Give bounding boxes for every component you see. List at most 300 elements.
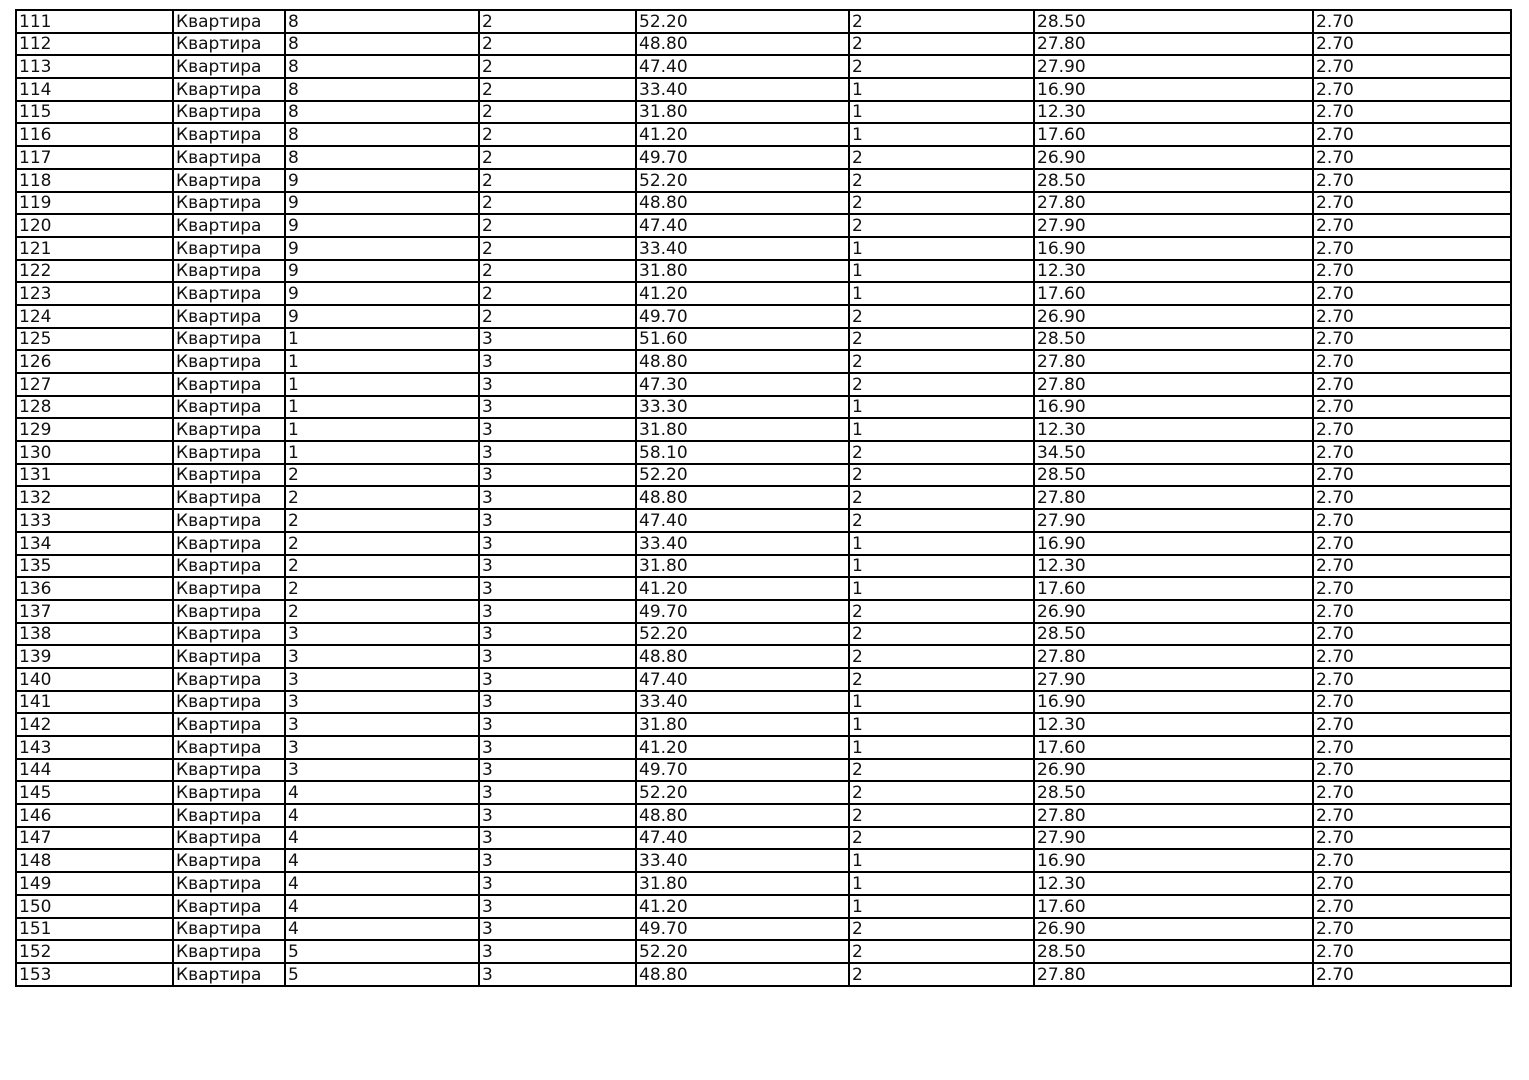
cell-floor: 3 <box>479 600 636 623</box>
cell-total-area: 49.70 <box>636 759 849 782</box>
cell-unit-type: Квартира <box>173 827 285 850</box>
cell-unit-number: 126 <box>16 350 173 373</box>
cell-floor: 3 <box>479 804 636 827</box>
cell-section: 1 <box>285 328 479 351</box>
cell-total-area: 52.20 <box>636 940 849 963</box>
cell-ceiling-height: 2.70 <box>1313 305 1511 328</box>
cell-unit-type: Квартира <box>173 237 285 260</box>
cell-unit-type: Квартира <box>173 691 285 714</box>
cell-unit-type: Квартира <box>173 169 285 192</box>
cell-total-area: 31.80 <box>636 418 849 441</box>
cell-rooms: 2 <box>849 827 1034 850</box>
cell-unit-number: 153 <box>16 963 173 986</box>
cell-ceiling-height: 2.70 <box>1313 827 1511 850</box>
cell-section: 9 <box>285 305 479 328</box>
cell-section: 8 <box>285 146 479 169</box>
cell-section: 1 <box>285 350 479 373</box>
cell-floor: 3 <box>479 645 636 668</box>
cell-rooms: 1 <box>849 396 1034 419</box>
table-row <box>16 418 1511 441</box>
table-row <box>16 600 1511 623</box>
table-row <box>16 759 1511 782</box>
cell-section: 4 <box>285 804 479 827</box>
cell-total-area: 33.30 <box>636 396 849 419</box>
cell-rooms: 2 <box>849 804 1034 827</box>
cell-unit-number: 127 <box>16 373 173 396</box>
cell-living-area: 26.90 <box>1034 600 1313 623</box>
cell-floor: 2 <box>479 192 636 215</box>
cell-unit-number: 128 <box>16 396 173 419</box>
cell-unit-type: Квартира <box>173 804 285 827</box>
cell-floor: 3 <box>479 464 636 487</box>
cell-total-area: 49.70 <box>636 918 849 941</box>
cell-section: 1 <box>285 418 479 441</box>
cell-rooms: 2 <box>849 486 1034 509</box>
cell-unit-number: 130 <box>16 441 173 464</box>
cell-ceiling-height: 2.70 <box>1313 804 1511 827</box>
cell-living-area: 34.50 <box>1034 441 1313 464</box>
cell-floor: 2 <box>479 282 636 305</box>
cell-floor: 3 <box>479 759 636 782</box>
cell-total-area: 33.40 <box>636 849 849 872</box>
table-row <box>16 555 1511 578</box>
cell-total-area: 47.40 <box>636 827 849 850</box>
cell-floor: 3 <box>479 827 636 850</box>
cell-rooms: 2 <box>849 464 1034 487</box>
cell-section: 8 <box>285 10 479 33</box>
cell-living-area: 28.50 <box>1034 328 1313 351</box>
cell-total-area: 52.20 <box>636 464 849 487</box>
cell-floor: 2 <box>479 146 636 169</box>
cell-unit-number: 152 <box>16 940 173 963</box>
cell-section: 3 <box>285 668 479 691</box>
cell-ceiling-height: 2.70 <box>1313 532 1511 555</box>
cell-unit-number: 129 <box>16 418 173 441</box>
cell-unit-number: 118 <box>16 169 173 192</box>
cell-living-area: 27.90 <box>1034 55 1313 78</box>
cell-total-area: 31.80 <box>636 101 849 124</box>
cell-unit-type: Квартира <box>173 963 285 986</box>
cell-total-area: 47.30 <box>636 373 849 396</box>
table-row <box>16 441 1511 464</box>
cell-floor: 2 <box>479 33 636 56</box>
cell-unit-type: Квартира <box>173 78 285 101</box>
table-row <box>16 192 1511 215</box>
cell-unit-number: 115 <box>16 101 173 124</box>
cell-rooms: 2 <box>849 146 1034 169</box>
cell-section: 3 <box>285 736 479 759</box>
cell-living-area: 12.30 <box>1034 418 1313 441</box>
cell-total-area: 41.20 <box>636 577 849 600</box>
cell-rooms: 1 <box>849 282 1034 305</box>
table-row <box>16 10 1511 33</box>
cell-section: 9 <box>285 214 479 237</box>
cell-total-area: 47.40 <box>636 55 849 78</box>
cell-unit-number: 137 <box>16 600 173 623</box>
cell-unit-number: 138 <box>16 623 173 646</box>
table-row <box>16 486 1511 509</box>
cell-rooms: 2 <box>849 350 1034 373</box>
table-row <box>16 804 1511 827</box>
cell-living-area: 27.80 <box>1034 963 1313 986</box>
cell-section: 4 <box>285 849 479 872</box>
cell-unit-type: Квартира <box>173 918 285 941</box>
table-row <box>16 872 1511 895</box>
cell-total-area: 47.40 <box>636 668 849 691</box>
cell-section: 8 <box>285 123 479 146</box>
cell-total-area: 52.20 <box>636 10 849 33</box>
cell-section: 8 <box>285 33 479 56</box>
cell-unit-number: 121 <box>16 237 173 260</box>
table-row <box>16 963 1511 986</box>
cell-section: 3 <box>285 759 479 782</box>
cell-living-area: 28.50 <box>1034 464 1313 487</box>
table-row <box>16 849 1511 872</box>
cell-section: 9 <box>285 260 479 283</box>
cell-floor: 2 <box>479 101 636 124</box>
cell-floor: 3 <box>479 849 636 872</box>
cell-total-area: 58.10 <box>636 441 849 464</box>
table-row <box>16 918 1511 941</box>
cell-ceiling-height: 2.70 <box>1313 895 1511 918</box>
cell-unit-number: 150 <box>16 895 173 918</box>
cell-unit-number: 116 <box>16 123 173 146</box>
cell-rooms: 2 <box>849 214 1034 237</box>
cell-ceiling-height: 2.70 <box>1313 940 1511 963</box>
cell-ceiling-height: 2.70 <box>1313 555 1511 578</box>
table-row <box>16 373 1511 396</box>
table-row <box>16 668 1511 691</box>
cell-ceiling-height: 2.70 <box>1313 418 1511 441</box>
table-row <box>16 101 1511 124</box>
cell-unit-number: 135 <box>16 555 173 578</box>
cell-section: 4 <box>285 827 479 850</box>
cell-floor: 2 <box>479 169 636 192</box>
cell-rooms: 2 <box>849 305 1034 328</box>
cell-floor: 3 <box>479 532 636 555</box>
cell-unit-type: Квартира <box>173 895 285 918</box>
cell-ceiling-height: 2.70 <box>1313 736 1511 759</box>
cell-floor: 3 <box>479 373 636 396</box>
cell-total-area: 48.80 <box>636 33 849 56</box>
table-row <box>16 33 1511 56</box>
cell-floor: 2 <box>479 123 636 146</box>
cell-unit-number: 134 <box>16 532 173 555</box>
table-row <box>16 350 1511 373</box>
cell-total-area: 31.80 <box>636 713 849 736</box>
cell-unit-type: Квартира <box>173 10 285 33</box>
cell-ceiling-height: 2.70 <box>1313 645 1511 668</box>
cell-total-area: 49.70 <box>636 600 849 623</box>
cell-unit-number: 124 <box>16 305 173 328</box>
cell-living-area: 27.80 <box>1034 373 1313 396</box>
cell-unit-type: Квартира <box>173 282 285 305</box>
cell-unit-number: 148 <box>16 849 173 872</box>
table-row <box>16 146 1511 169</box>
cell-unit-type: Квартира <box>173 146 285 169</box>
cell-rooms: 2 <box>849 55 1034 78</box>
cell-unit-type: Квартира <box>173 441 285 464</box>
cell-section: 3 <box>285 691 479 714</box>
cell-ceiling-height: 2.70 <box>1313 509 1511 532</box>
cell-ceiling-height: 2.70 <box>1313 713 1511 736</box>
cell-living-area: 12.30 <box>1034 872 1313 895</box>
cell-total-area: 49.70 <box>636 146 849 169</box>
cell-unit-number: 122 <box>16 260 173 283</box>
cell-total-area: 41.20 <box>636 895 849 918</box>
table-row <box>16 464 1511 487</box>
cell-floor: 3 <box>479 691 636 714</box>
cell-rooms: 2 <box>849 623 1034 646</box>
cell-living-area: 28.50 <box>1034 781 1313 804</box>
cell-section: 4 <box>285 918 479 941</box>
cell-ceiling-height: 2.70 <box>1313 373 1511 396</box>
cell-ceiling-height: 2.70 <box>1313 10 1511 33</box>
cell-living-area: 26.90 <box>1034 146 1313 169</box>
cell-total-area: 48.80 <box>636 350 849 373</box>
cell-ceiling-height: 2.70 <box>1313 146 1511 169</box>
cell-living-area: 17.60 <box>1034 282 1313 305</box>
cell-section: 9 <box>285 169 479 192</box>
cell-unit-number: 147 <box>16 827 173 850</box>
cell-floor: 3 <box>479 736 636 759</box>
cell-living-area: 27.80 <box>1034 192 1313 215</box>
cell-total-area: 33.40 <box>636 532 849 555</box>
cell-rooms: 1 <box>849 691 1034 714</box>
cell-rooms: 1 <box>849 123 1034 146</box>
cell-rooms: 2 <box>849 192 1034 215</box>
cell-section: 5 <box>285 940 479 963</box>
cell-living-area: 16.90 <box>1034 237 1313 260</box>
cell-unit-type: Квартира <box>173 305 285 328</box>
table-body <box>16 10 1511 986</box>
cell-unit-type: Квартира <box>173 532 285 555</box>
cell-rooms: 2 <box>849 963 1034 986</box>
cell-rooms: 2 <box>849 169 1034 192</box>
cell-unit-number: 144 <box>16 759 173 782</box>
table-row <box>16 305 1511 328</box>
cell-unit-type: Квартира <box>173 123 285 146</box>
table-row <box>16 895 1511 918</box>
cell-living-area: 12.30 <box>1034 260 1313 283</box>
table-row <box>16 623 1511 646</box>
cell-living-area: 27.90 <box>1034 509 1313 532</box>
cell-section: 4 <box>285 781 479 804</box>
cell-rooms: 2 <box>849 668 1034 691</box>
cell-living-area: 27.80 <box>1034 486 1313 509</box>
cell-floor: 2 <box>479 214 636 237</box>
cell-living-area: 28.50 <box>1034 940 1313 963</box>
cell-living-area: 28.50 <box>1034 169 1313 192</box>
cell-rooms: 2 <box>849 645 1034 668</box>
cell-floor: 3 <box>479 668 636 691</box>
cell-total-area: 52.20 <box>636 169 849 192</box>
cell-unit-type: Квартира <box>173 396 285 419</box>
cell-section: 2 <box>285 532 479 555</box>
cell-rooms: 2 <box>849 10 1034 33</box>
cell-ceiling-height: 2.70 <box>1313 781 1511 804</box>
cell-unit-number: 143 <box>16 736 173 759</box>
cell-total-area: 48.80 <box>636 486 849 509</box>
cell-unit-type: Квартира <box>173 373 285 396</box>
cell-unit-number: 119 <box>16 192 173 215</box>
cell-total-area: 48.80 <box>636 804 849 827</box>
cell-unit-type: Квартира <box>173 668 285 691</box>
cell-rooms: 2 <box>849 918 1034 941</box>
cell-unit-type: Квартира <box>173 645 285 668</box>
cell-ceiling-height: 2.70 <box>1313 441 1511 464</box>
cell-section: 1 <box>285 373 479 396</box>
cell-ceiling-height: 2.70 <box>1313 169 1511 192</box>
cell-rooms: 1 <box>849 555 1034 578</box>
cell-rooms: 1 <box>849 237 1034 260</box>
cell-ceiling-height: 2.70 <box>1313 759 1511 782</box>
cell-unit-type: Квартира <box>173 55 285 78</box>
cell-floor: 3 <box>479 940 636 963</box>
cell-unit-number: 114 <box>16 78 173 101</box>
cell-rooms: 1 <box>849 736 1034 759</box>
cell-rooms: 1 <box>849 872 1034 895</box>
cell-total-area: 48.80 <box>636 192 849 215</box>
cell-total-area: 31.80 <box>636 555 849 578</box>
table-row <box>16 645 1511 668</box>
table-row <box>16 282 1511 305</box>
table-row <box>16 781 1511 804</box>
cell-living-area: 27.90 <box>1034 668 1313 691</box>
cell-living-area: 17.60 <box>1034 736 1313 759</box>
table-row <box>16 691 1511 714</box>
cell-unit-number: 141 <box>16 691 173 714</box>
cell-unit-type: Квартира <box>173 260 285 283</box>
table-row <box>16 827 1511 850</box>
cell-floor: 3 <box>479 350 636 373</box>
cell-section: 2 <box>285 555 479 578</box>
cell-ceiling-height: 2.70 <box>1313 691 1511 714</box>
cell-unit-number: 140 <box>16 668 173 691</box>
apartments-table <box>15 9 1512 987</box>
cell-unit-number: 111 <box>16 10 173 33</box>
cell-total-area: 48.80 <box>636 963 849 986</box>
cell-living-area: 16.90 <box>1034 849 1313 872</box>
cell-floor: 3 <box>479 713 636 736</box>
cell-total-area: 41.20 <box>636 123 849 146</box>
cell-ceiling-height: 2.70 <box>1313 282 1511 305</box>
cell-section: 9 <box>285 237 479 260</box>
cell-total-area: 47.40 <box>636 214 849 237</box>
cell-floor: 3 <box>479 623 636 646</box>
cell-floor: 2 <box>479 78 636 101</box>
cell-total-area: 47.40 <box>636 509 849 532</box>
cell-rooms: 1 <box>849 260 1034 283</box>
cell-living-area: 26.90 <box>1034 305 1313 328</box>
cell-unit-number: 125 <box>16 328 173 351</box>
cell-unit-type: Квартира <box>173 509 285 532</box>
cell-section: 1 <box>285 441 479 464</box>
cell-total-area: 33.40 <box>636 78 849 101</box>
cell-floor: 3 <box>479 918 636 941</box>
cell-unit-number: 142 <box>16 713 173 736</box>
cell-living-area: 26.90 <box>1034 918 1313 941</box>
cell-unit-type: Квартира <box>173 214 285 237</box>
cell-living-area: 12.30 <box>1034 555 1313 578</box>
cell-living-area: 28.50 <box>1034 623 1313 646</box>
cell-living-area: 12.30 <box>1034 713 1313 736</box>
cell-rooms: 2 <box>849 373 1034 396</box>
cell-floor: 3 <box>479 328 636 351</box>
cell-unit-type: Квартира <box>173 192 285 215</box>
cell-unit-type: Квартира <box>173 781 285 804</box>
cell-unit-type: Квартира <box>173 736 285 759</box>
cell-living-area: 28.50 <box>1034 10 1313 33</box>
cell-rooms: 1 <box>849 713 1034 736</box>
cell-unit-number: 117 <box>16 146 173 169</box>
cell-section: 1 <box>285 396 479 419</box>
cell-living-area: 17.60 <box>1034 895 1313 918</box>
cell-floor: 3 <box>479 396 636 419</box>
cell-unit-type: Квартира <box>173 328 285 351</box>
table-row <box>16 260 1511 283</box>
cell-unit-number: 123 <box>16 282 173 305</box>
cell-total-area: 51.60 <box>636 328 849 351</box>
cell-total-area: 48.80 <box>636 645 849 668</box>
cell-unit-number: 131 <box>16 464 173 487</box>
cell-unit-number: 151 <box>16 918 173 941</box>
cell-section: 2 <box>285 464 479 487</box>
cell-rooms: 2 <box>849 759 1034 782</box>
cell-section: 2 <box>285 577 479 600</box>
cell-ceiling-height: 2.70 <box>1313 33 1511 56</box>
cell-floor: 3 <box>479 963 636 986</box>
cell-rooms: 2 <box>849 940 1034 963</box>
cell-rooms: 1 <box>849 418 1034 441</box>
table-row <box>16 736 1511 759</box>
cell-unit-type: Квартира <box>173 486 285 509</box>
cell-floor: 2 <box>479 237 636 260</box>
cell-total-area: 41.20 <box>636 736 849 759</box>
cell-section: 9 <box>285 282 479 305</box>
cell-ceiling-height: 2.70 <box>1313 350 1511 373</box>
cell-total-area: 31.80 <box>636 872 849 895</box>
cell-ceiling-height: 2.70 <box>1313 918 1511 941</box>
cell-unit-type: Квартира <box>173 940 285 963</box>
cell-total-area: 52.20 <box>636 623 849 646</box>
cell-unit-type: Квартира <box>173 555 285 578</box>
cell-floor: 3 <box>479 577 636 600</box>
cell-unit-number: 149 <box>16 872 173 895</box>
cell-living-area: 17.60 <box>1034 123 1313 146</box>
cell-unit-type: Квартира <box>173 101 285 124</box>
cell-living-area: 27.80 <box>1034 33 1313 56</box>
cell-ceiling-height: 2.70 <box>1313 486 1511 509</box>
cell-living-area: 17.60 <box>1034 577 1313 600</box>
cell-rooms: 1 <box>849 532 1034 555</box>
cell-living-area: 16.90 <box>1034 691 1313 714</box>
cell-unit-type: Квартира <box>173 600 285 623</box>
cell-unit-number: 132 <box>16 486 173 509</box>
cell-total-area: 41.20 <box>636 282 849 305</box>
cell-ceiling-height: 2.70 <box>1313 872 1511 895</box>
cell-ceiling-height: 2.70 <box>1313 214 1511 237</box>
cell-living-area: 26.90 <box>1034 759 1313 782</box>
cell-ceiling-height: 2.70 <box>1313 623 1511 646</box>
cell-unit-type: Квартира <box>173 464 285 487</box>
cell-unit-type: Квартира <box>173 33 285 56</box>
cell-section: 4 <box>285 895 479 918</box>
cell-unit-number: 133 <box>16 509 173 532</box>
cell-living-area: 16.90 <box>1034 396 1313 419</box>
cell-ceiling-height: 2.70 <box>1313 123 1511 146</box>
cell-living-area: 16.90 <box>1034 78 1313 101</box>
